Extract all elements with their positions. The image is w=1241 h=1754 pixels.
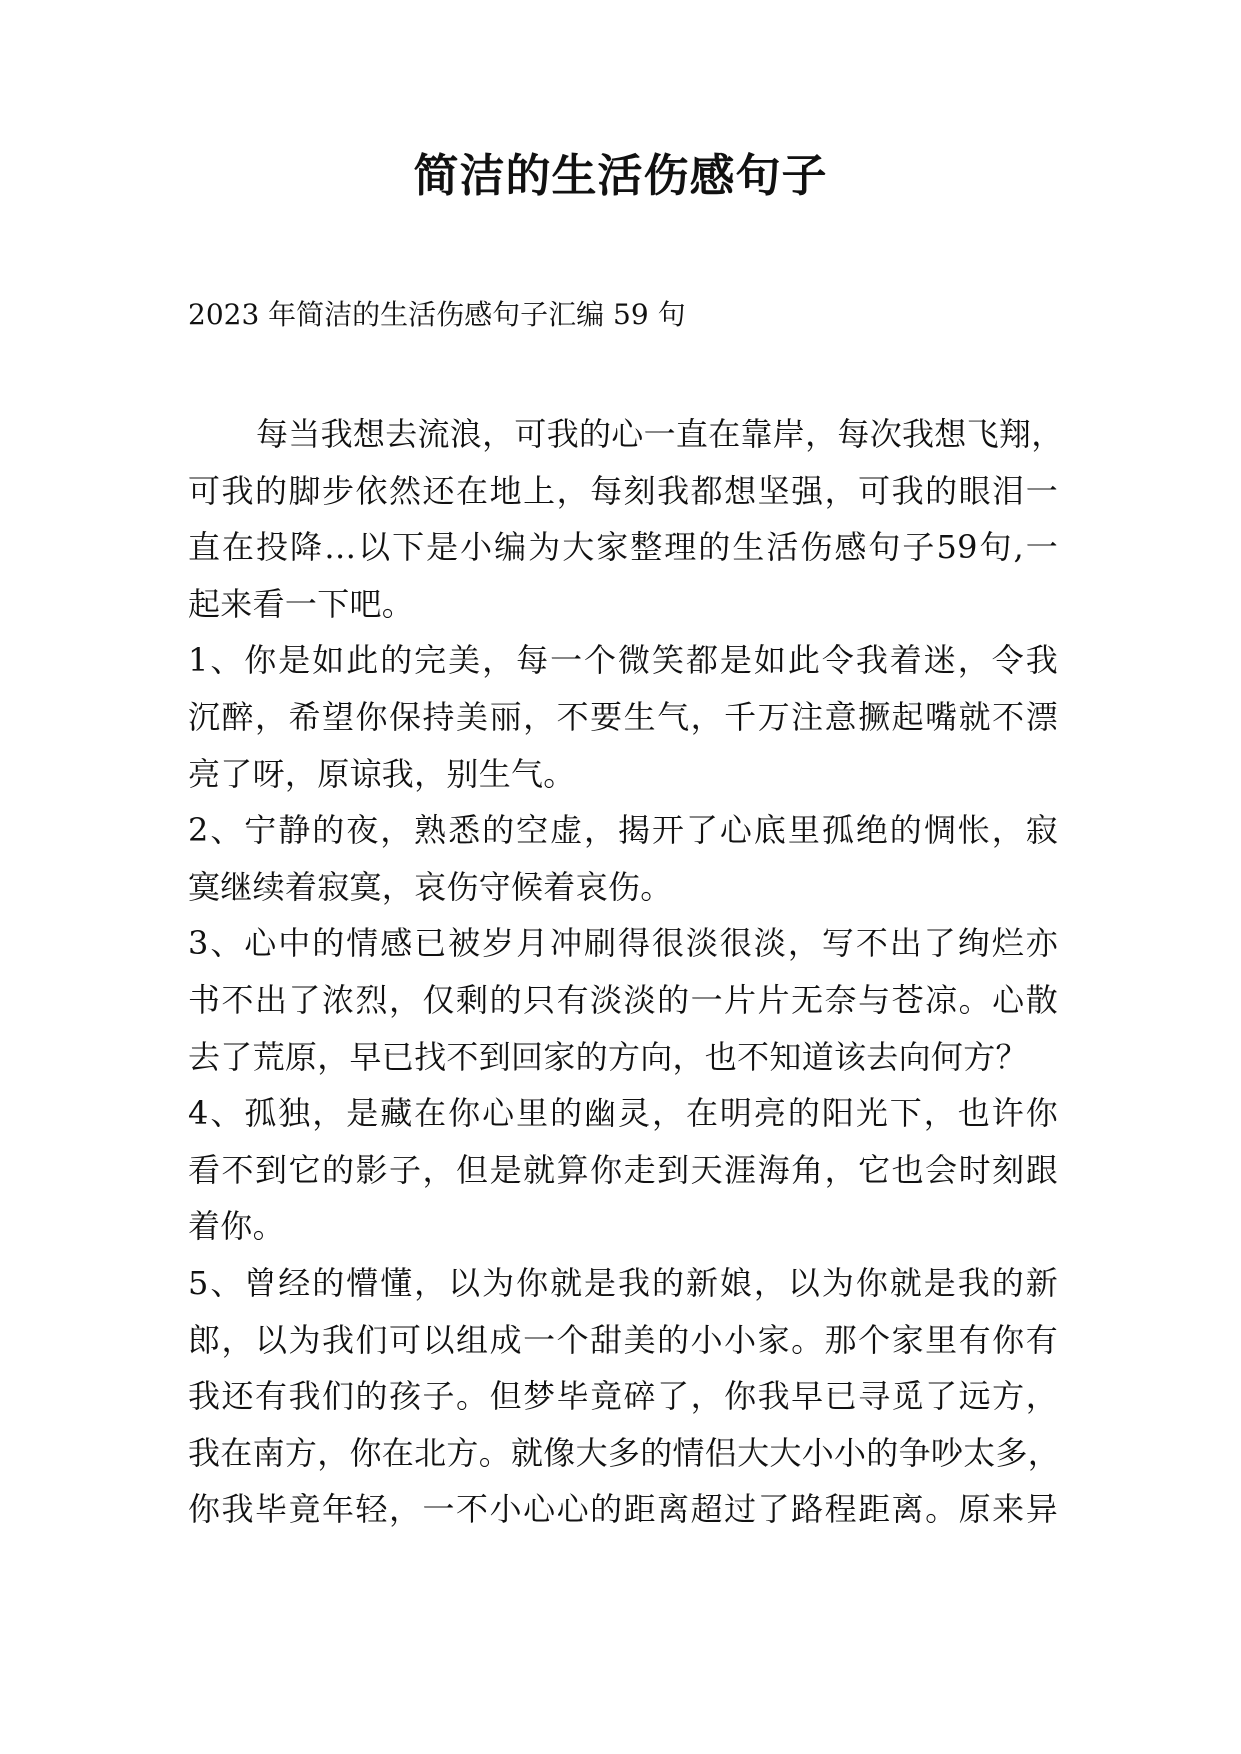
paragraph-line: 去了荒原，早已找不到回家的方向，也不知道该去向何方？: [188, 1037, 1028, 1076]
paragraph: [188, 1085, 1058, 1255]
paragraph-line: 寞继续着寂寞，哀伤守候着哀伤。: [188, 867, 673, 906]
paragraph-line: 4、孤独，是藏在你心里的幽灵，在明亮的阳光下，也许你: [188, 1094, 1058, 1133]
paragraph-line: 1、你是如此的完美，每一个微笑都是如此令我着迷，令我: [188, 641, 1058, 680]
paragraph-line: 你我毕竟年轻，一不小心心的距离超过了路程距离。原来异: [188, 1490, 1058, 1529]
document-body: [188, 406, 1064, 1538]
paragraph-line: 沉醉，希望你保持美丽，不要生气，千万注意撅起嘴就不漂: [188, 697, 1058, 736]
paragraph-line: 书不出了浓烈，仅剩的只有淡淡的一片片无奈与苍凉。心散: [188, 980, 1058, 1019]
paragraph: [188, 632, 1058, 802]
paragraph-line: 看不到它的影子，但是就算你走到天涯海角，它也会时刻跟: [188, 1150, 1058, 1189]
paragraph: [188, 915, 1058, 1085]
paragraph-line: 5、曾经的懵懂，以为你就是我的新娘，以为你就是我的新: [188, 1263, 1058, 1302]
document-subtitle: 2023 年简洁的生活伤感句子汇编 59 句: [188, 298, 686, 331]
paragraph-line: 3、心中的情感已被岁月冲刷得很淡很淡，写不出了绚烂亦: [188, 924, 1058, 963]
document-title: 简洁的生活伤感句子: [413, 149, 828, 202]
paragraph: [188, 1255, 1061, 1538]
paragraph-line: 郎，以为我们可以组成一个甜美的小小家。那个家里有你有: [188, 1320, 1058, 1359]
paragraph-line: 可我的脚步依然还在地上，每刻我都想坚强，可我的眼泪一: [188, 471, 1058, 510]
paragraph-line: 起来看一下吧。: [188, 584, 415, 623]
paragraph-line: 亮了呀，原谅我，别生气。: [188, 754, 576, 793]
paragraph: [188, 802, 1058, 915]
paragraph: [188, 406, 1064, 632]
paragraph-line: 我在南方，你在北方。就像大多的情侣大大小小的争吵太多，: [188, 1433, 1061, 1472]
paragraph-line: 2、宁静的夜，熟悉的空虚，揭开了心底里孤绝的惆怅，寂: [188, 811, 1058, 850]
paragraph-line: 着你。: [188, 1207, 285, 1246]
paragraph-line: 每当我想去流浪，可我的心一直在靠岸，每次我想飞翔，: [256, 415, 1064, 453]
paragraph-line: 直在投降…以下是小编为大家整理的生活伤感句子59句,一: [188, 528, 1058, 567]
paragraph-line: 我还有我们的孩子。但梦毕竟碎了，你我早已寻觅了远方，: [188, 1377, 1058, 1416]
